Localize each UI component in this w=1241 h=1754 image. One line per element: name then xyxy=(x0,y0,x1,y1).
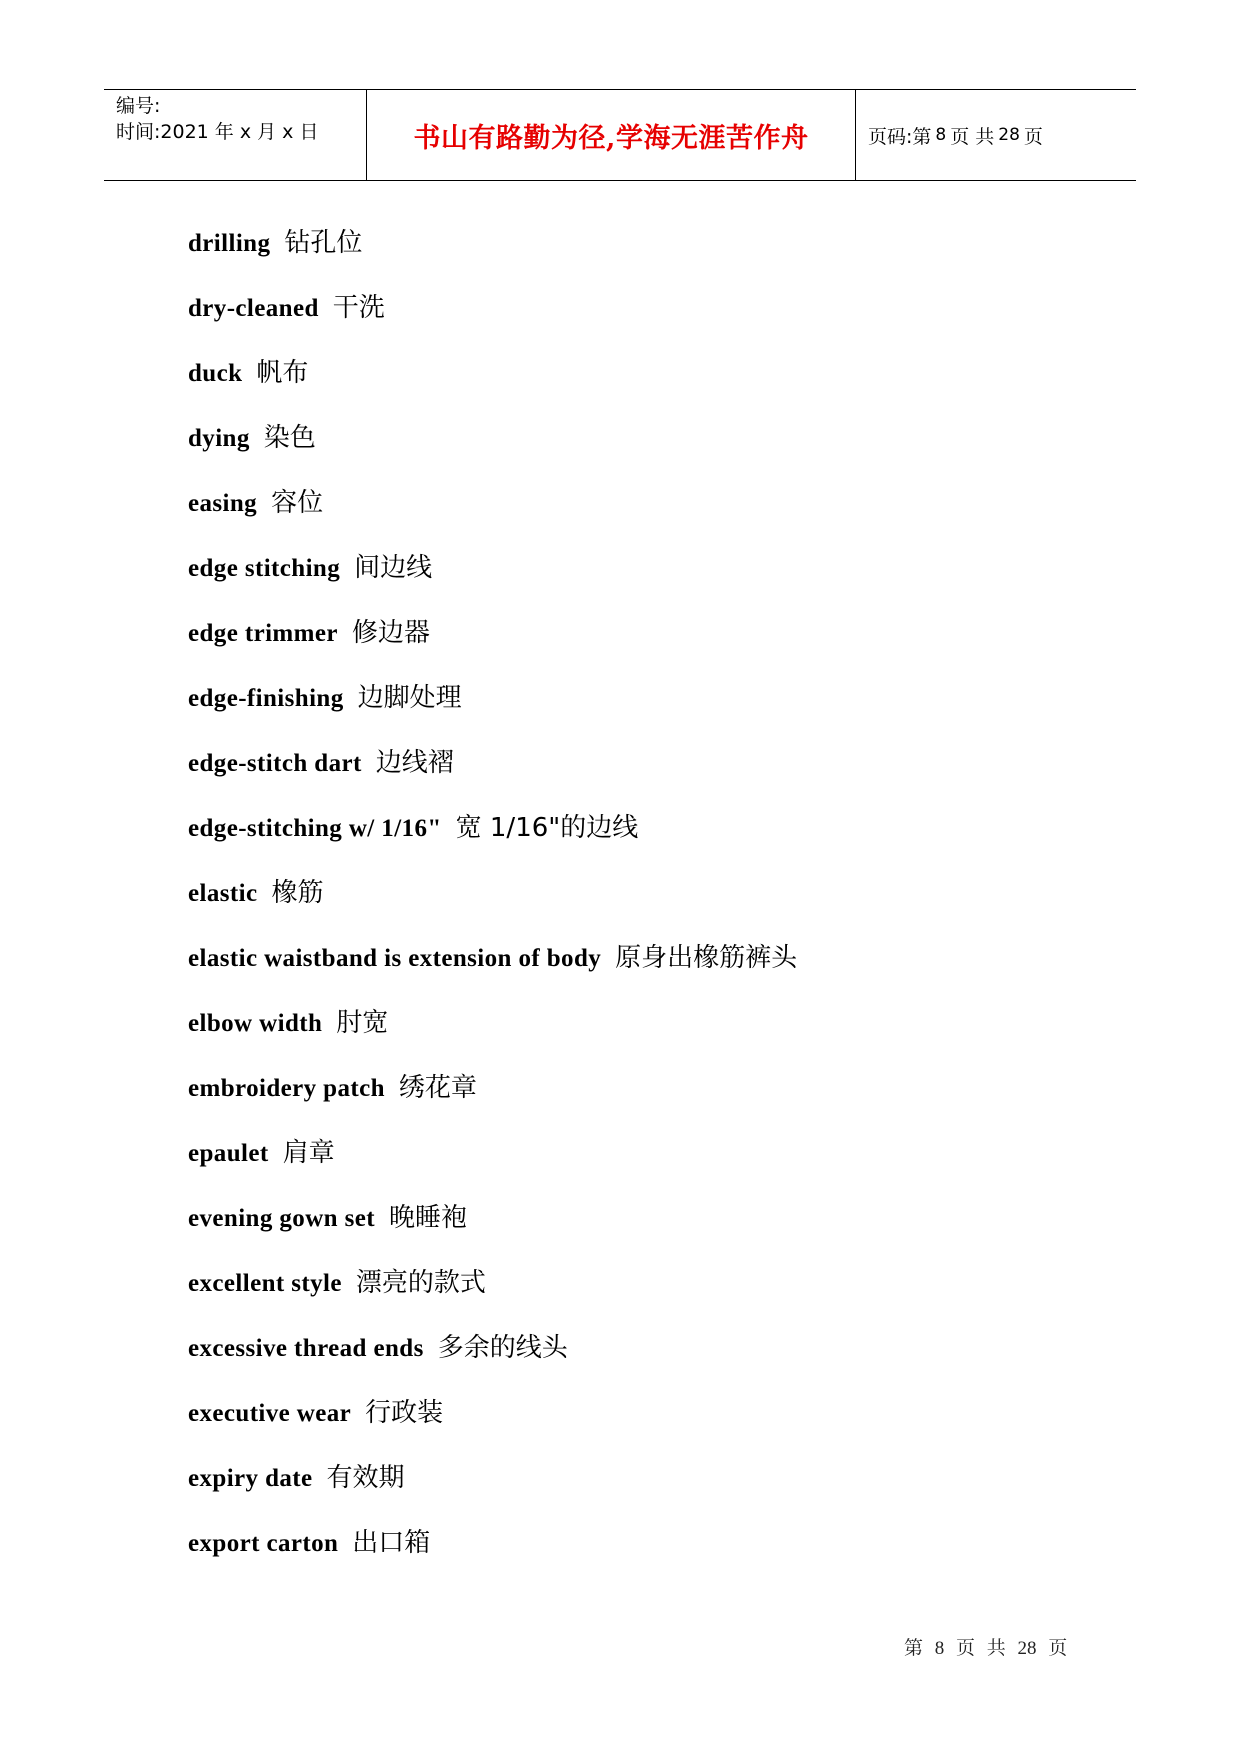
entry-chinese-term: 原身出橡筋裤头 xyxy=(615,943,798,973)
glossary-entry xyxy=(188,1071,1168,1136)
entry-chinese-term: 钻孔位 xyxy=(284,228,363,258)
glossary-entry xyxy=(188,486,1168,551)
entry-chinese-term: 间边线 xyxy=(354,553,433,583)
glossary-entry xyxy=(188,356,1168,421)
entry-english-term: expiry date xyxy=(188,1465,313,1492)
glossary-entry xyxy=(188,1201,1168,1266)
time-label: 时间:2021 年 x 月 x 日 xyxy=(116,121,319,143)
entry-chinese-term: 宽 1/16"的边线 xyxy=(455,813,639,843)
entry-chinese-term: 容位 xyxy=(271,488,324,518)
header-page-code-cell xyxy=(856,90,1136,180)
entry-chinese-term: 绣花章 xyxy=(398,1073,477,1103)
entry-chinese-term: 边脚处理 xyxy=(357,683,462,713)
page-code-mid: 页 共 xyxy=(950,125,995,148)
entry-english-term: evening gown set xyxy=(188,1205,375,1232)
entry-chinese-term: 干洗 xyxy=(332,293,385,323)
glossary-entry xyxy=(188,616,1168,681)
header-meta-cell xyxy=(104,90,367,180)
glossary-entry xyxy=(188,421,1168,486)
motto-text: 书山有路勤为径,学海无涯苦作舟 xyxy=(413,122,809,154)
entry-english-term: elbow width xyxy=(188,1010,323,1037)
entry-english-term: edge-stitch dart xyxy=(188,750,362,777)
glossary-entry xyxy=(188,1396,1168,1461)
entry-chinese-term: 肘宽 xyxy=(336,1008,389,1038)
entry-english-term: epaulet xyxy=(188,1140,269,1167)
glossary-entry xyxy=(188,1461,1168,1526)
entry-chinese-term: 染色 xyxy=(263,423,316,453)
entry-english-term: embroidery patch xyxy=(188,1075,385,1102)
entry-chinese-term: 晚睡袍 xyxy=(388,1203,467,1233)
entry-english-term: export carton xyxy=(188,1530,339,1557)
header-motto-cell xyxy=(367,90,856,180)
entry-chinese-term: 肩章 xyxy=(282,1138,335,1168)
entry-english-term: drilling xyxy=(188,230,271,257)
number-label: 编号: xyxy=(116,95,161,117)
glossary-entry xyxy=(188,1006,1168,1071)
footer-ye-end: 页 xyxy=(1048,1638,1068,1659)
glossary-entry xyxy=(188,811,1168,876)
glossary-entry xyxy=(188,551,1168,616)
entry-chinese-term: 帆布 xyxy=(256,358,309,388)
page-footer xyxy=(904,1633,1074,1660)
entry-english-term: edge-finishing xyxy=(188,685,344,712)
entry-english-term: excessive thread ends xyxy=(188,1335,424,1362)
footer-ye: 页 xyxy=(956,1638,976,1659)
entry-chinese-term: 修边器 xyxy=(351,618,430,648)
glossary-entry xyxy=(188,1266,1168,1331)
page-code-suffix: 页 xyxy=(1023,125,1043,148)
entry-english-term: edge stitching xyxy=(188,555,341,582)
entry-chinese-term: 行政装 xyxy=(365,1398,444,1428)
footer-total-pages: 28 xyxy=(1017,1638,1037,1659)
page-code-total: 28 xyxy=(998,125,1020,145)
glossary-entry xyxy=(188,1136,1168,1201)
entry-english-term: executive wear xyxy=(188,1400,352,1427)
footer-current-page: 8 xyxy=(934,1638,945,1659)
glossary-entry xyxy=(188,226,1168,291)
entry-english-term: excellent style xyxy=(188,1270,342,1297)
glossary-entry xyxy=(188,291,1168,356)
glossary-entry xyxy=(188,681,1168,746)
entry-chinese-term: 有效期 xyxy=(326,1463,405,1493)
glossary-entry xyxy=(188,746,1168,811)
glossary-entry xyxy=(188,941,1168,1006)
entry-chinese-term: 漂亮的款式 xyxy=(355,1268,486,1298)
entry-english-term: duck xyxy=(188,360,243,387)
entry-english-term: elastic waistband is extension of body xyxy=(188,945,602,972)
entry-chinese-term: 边线褶 xyxy=(375,748,454,778)
glossary-entry xyxy=(188,876,1168,941)
glossary-entry xyxy=(188,1526,1168,1591)
footer-di: 第 xyxy=(904,1638,924,1659)
entry-chinese-term: 多余的线头 xyxy=(437,1333,568,1363)
entry-english-term: dying xyxy=(188,425,250,452)
entry-english-term: elastic xyxy=(188,880,258,907)
page-header xyxy=(104,89,1136,181)
entry-english-term: edge trimmer xyxy=(188,620,338,647)
page-code-current: 8 xyxy=(935,125,947,145)
entry-chinese-term: 橡筋 xyxy=(271,878,324,908)
entry-english-term: dry-cleaned xyxy=(188,295,319,322)
entry-english-term: edge-stitching w/ 1/16" xyxy=(188,815,442,842)
glossary-list xyxy=(188,226,1168,1591)
entry-chinese-term: 出口箱 xyxy=(352,1528,431,1558)
footer-gong: 共 xyxy=(986,1638,1006,1659)
entry-english-term: easing xyxy=(188,490,258,517)
page-code-prefix: 页码:第 xyxy=(868,125,932,148)
glossary-entry xyxy=(188,1331,1168,1396)
